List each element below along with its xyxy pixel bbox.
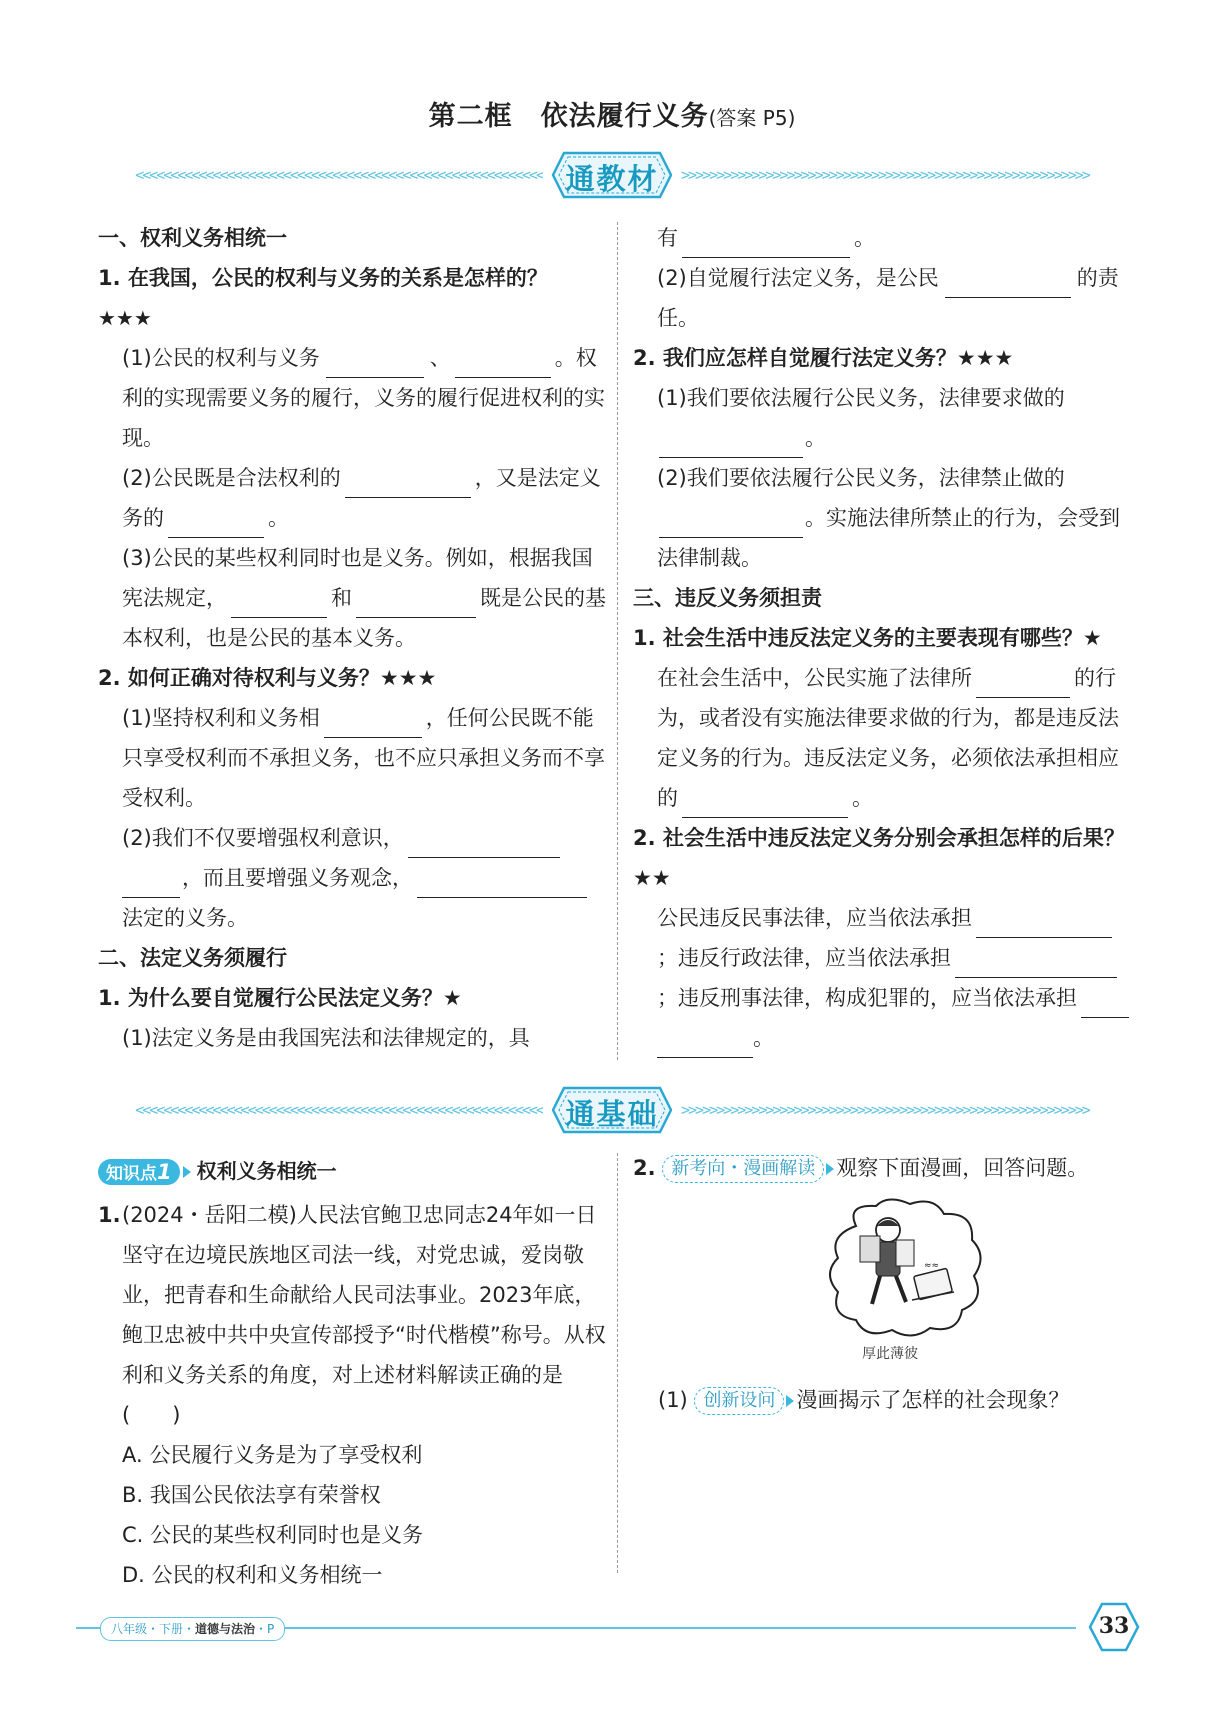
left-column-basics [98,1151,606,1595]
knowledge-point-badge [98,1159,180,1185]
fill-blank[interactable] [356,589,476,618]
text: (1)坚持权利和义务相 [122,706,320,730]
fill-blank[interactable] [682,789,848,818]
fill-blank[interactable] [345,469,471,498]
option-a[interactable]: A. 公民履行义务是为了享受权利 [122,1443,423,1467]
text: 和 [331,586,352,610]
page-number-badge [1088,1602,1140,1652]
banner-title: 通基础 [565,1097,659,1131]
text: ，又是法定义务的 [122,466,601,530]
page-title [0,94,1224,133]
section-heading: 二、法定义务须履行 [98,946,287,970]
answer-line [633,458,1135,578]
answer-line [633,218,1135,258]
kp-label: 知识点 [106,1164,157,1184]
chevron-left-decoration: <<<<<<<<<<<<<<<<<<<<<<<<<<<<<<<<<<<<<<<<<<<<<<<<<<<<<<<<<< [135,166,543,184]
question-number: 1. [98,1203,121,1227]
text: 、 [429,346,451,370]
text: 。 [852,786,873,810]
knowledge-point-header [98,1151,606,1191]
answer-line [633,378,1135,458]
chevron-right-decoration: >>>>>>>>>>>>>>>>>>>>>>>>>>>>>>>>>>>>>>>>>>>>>>>>>>>>>>>>>> [681,166,1089,184]
text: 既是公民的基本权利，也是公民的基本义务。 [122,586,606,650]
fill-blank[interactable] [326,349,424,378]
option-c[interactable]: C. 公民的某些权利同时也是义务 [122,1523,424,1547]
new-trend-tag: 新考向・漫画解读 [662,1155,824,1183]
kp-title: 权利义务相统一 [196,1159,337,1183]
fill-blank[interactable] [682,229,850,258]
fill-blank[interactable] [659,429,803,458]
sub-question-line [658,1380,1128,1420]
text: (3)公民的某些权利同时也是义务。例如，根据我国宪法规定， [122,546,593,610]
question-text: 观察下面漫画，回答问题。 [836,1156,1089,1180]
answer-line [98,458,606,538]
right-column-textbook [633,218,1135,1058]
fill-blank[interactable] [659,509,803,538]
banner-badge [552,1086,672,1134]
text: 。实施法律所禁止的行为，会受到法律制裁。 [657,506,1120,570]
question-text: (2024・岳阳二模)人民法官鲍卫忠同志24年如一日坚守在边境民族地区司法一线，对党忠诚，爱岗敬业，把青春和生命献给人民司法事业。2023年底，鲍卫忠被中共中央宣传部授予“时代楷模”称号。从权利和义务关系的角度，对上述材料解读正确的是( ) [122,1203,606,1427]
text: 在社会生活中，公民实施了法律所 [657,666,972,690]
title-text: 第二框 依法履行义务 [428,101,709,132]
section-banner-basics [131,1083,1093,1139]
answer-line [633,898,1135,1058]
svg-text:≈≈: ≈≈ [924,1261,940,1271]
answer-line [98,538,606,658]
fill-blank[interactable] [122,869,180,898]
chevron-right-decoration: >>>>>>>>>>>>>>>>>>>>>>>>>>>>>>>>>>>>>>>>>>>>>>>>>>>>>>>>>> [681,1101,1089,1119]
text: (2)自觉履行法定义务，是公民 [657,266,939,290]
text: 。 [805,426,826,450]
banner-badge [552,151,672,199]
star-rating: ★★★ [98,306,152,330]
text: (2)我们要依法履行公民义务，法律禁止做的 [657,466,1065,490]
fill-blank[interactable] [955,949,1117,978]
innovation-tag: 创新设问 [694,1387,784,1415]
fill-blank[interactable] [565,869,587,898]
fill-blank[interactable] [408,829,560,858]
section-banner-textbook [131,148,1093,204]
text: 。 [854,226,875,250]
left-column-textbook [98,218,606,1058]
text: ；违反行政法律，应当依法承担 [657,946,951,970]
section-heading: 一、权利义务相统一 [98,226,287,250]
option-d[interactable]: D. 公民的权利和义务相统一 [122,1563,383,1587]
text: 有 [657,226,678,250]
text: (1)我们要依法履行公民义务，法律要求做的 [657,386,1065,410]
kp-number: 1 [157,1160,172,1184]
text: 。 [268,506,289,530]
right-column-basics [633,1148,1135,1188]
fill-blank[interactable] [945,269,1071,298]
text: 责任。 [657,266,1119,330]
text: 的行为，或者没有实施法律要求做的行为，都是违反法定义务的行为。违反法定义务，必须依法承担相应的 [657,666,1119,810]
question-heading: 1. 社会生活中违反法定义务的主要表现有哪些？★ [633,626,1102,650]
question-heading: 2. 我们应怎样自觉履行法定义务？★★★ [633,346,1014,370]
text: 法定的义务。 [122,906,248,930]
answer-line [98,818,606,938]
question-number: 2. [633,1156,656,1180]
text: 的 [1076,266,1098,290]
footer-subject: 道德与法治 [195,1622,256,1636]
column-divider [617,1153,618,1573]
text: 公民违反民事法律，应当依法承担 [657,906,972,930]
fill-blank[interactable] [976,909,1112,938]
answer-line [98,338,606,458]
text: ；违反刑事法律，构成犯罪的，应当依法承担 [657,986,1077,1010]
text: ，而且要增强义务观念， [182,866,413,890]
text: ，任何公民既不能只享受权利而不承担义务，也不应只承担义务而不享受权利。 [122,706,605,810]
text: (2)我们不仅要增强权利意识， [122,826,404,850]
cartoon-caption: 厚此薄彼 [862,1346,918,1362]
question-heading [633,1148,1135,1188]
text: (1)公民的权利与义务 [122,346,320,370]
question-heading: 2. 社会生活中违反法定义务分别会承担怎样的后果？★★ [633,826,1125,890]
fill-blank[interactable] [455,349,551,378]
sub-question-text: 漫画揭示了怎样的社会现象？ [796,1388,1070,1412]
sub-question-number: (1) [658,1388,688,1412]
question-stars [98,298,606,338]
fill-blank[interactable] [657,1029,753,1058]
fill-blank[interactable] [417,869,565,898]
answer-line [633,658,1135,818]
triangle-arrow-icon [786,1395,794,1407]
text: 。权利的实现需要义务的履行，义务的履行促进权利的实现。 [122,346,605,450]
question-heading [98,258,606,298]
triangle-arrow-icon [183,1166,191,1178]
fill-blank[interactable] [231,589,327,618]
page-number: 33 [1098,1613,1130,1639]
column-divider [617,222,618,1060]
question-heading: 1. 为什么要自觉履行公民法定义务？★ [98,986,462,1010]
triangle-arrow-icon [826,1163,834,1175]
answer-reference: (答案 P5) [708,106,796,130]
option-b[interactable]: B. 我国公民依法享有荣誉权 [122,1483,381,1507]
fill-blank[interactable] [976,669,1070,698]
footer-suffix: ・P [255,1622,275,1636]
text: (2)公民既是合法权利的 [122,466,341,490]
chevron-left-decoration: <<<<<<<<<<<<<<<<<<<<<<<<<<<<<<<<<<<<<<<<<<<<<<<<<<<<<<<<<< [135,1101,543,1119]
answer-line [633,258,1135,338]
sub-question [658,1380,1128,1420]
banner-title: 通教材 [565,162,659,196]
question-heading: 2. 如何正确对待权利与义务？★★★ [98,666,437,690]
answer-line: (1)法定义务是由我国宪法和法律规定的，具 [122,1026,530,1050]
cartoon-image [826,1196,986,1338]
footer-book-tag [100,1617,285,1641]
text: 。 [753,1026,774,1050]
section-heading: 三、违反义务须担责 [633,586,822,610]
question-text: 1. 在我国，公民的权利与义务的关系是怎样的？ [98,266,548,290]
fill-blank[interactable] [168,509,264,538]
fill-blank[interactable] [1081,989,1129,1018]
footer-grade: 八年级・下册・ [111,1622,196,1636]
answer-line [98,698,606,818]
question-block [98,1195,606,1595]
fill-blank[interactable] [324,709,422,738]
